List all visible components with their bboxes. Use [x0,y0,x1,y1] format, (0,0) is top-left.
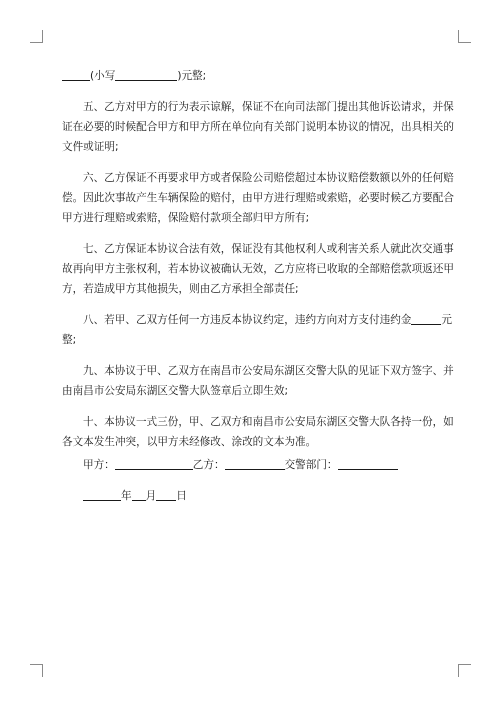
clause-9-line-1: 九、本协议于甲、乙双方在南昌市公安局东湖区交警大队的见证下双方签字、并 [83,365,454,377]
month-blank [132,488,146,501]
police-dept-label: 交警部门： [284,459,338,471]
day-label: 日 [176,490,187,502]
clause-8-unit: 元 [441,314,452,326]
amount-line [62,66,442,86]
party-a-blank [115,457,193,470]
signature-line [62,455,442,475]
clause-5-line-3: 文件或证明; [62,141,119,153]
clause-10-line-2: 各文本发生冲突，以甲方未经修改、涂改的文本为准。 [62,436,317,448]
clause-5-line-1: 五、乙方对甲方的行为表示谅解，保证不在向司法部门提出其他诉讼请求，并保 [83,101,454,113]
clause-8-line-1 [62,310,452,330]
document-body [62,66,454,506]
year-label: 年 [121,490,132,502]
crop-mark-top-left [30,30,43,43]
clause-5-line-2: 证在必要的时候配合甲方和甲方所在单位向有关部门说明本协议的情况，出具相关的 [62,121,454,133]
clause-7-line-1: 七、乙方保证本协议合法有效，保证没有其他权利人或利害关系人就此次交通事 [83,243,454,255]
clause-6-line-3: 甲方进行理赔或索赔，保险赔付款项全部归甲方所有; [62,212,310,224]
month-label: 月 [145,490,157,502]
year-blank [83,488,121,501]
amount-blank [62,68,90,81]
amount-small-label: (小写 [90,70,116,82]
crop-mark-bottom-right [458,664,471,677]
crop-mark-bottom-left [30,664,43,677]
party-a-label: 甲方： [83,459,115,471]
clause-6-line-1: 六、乙方保证不再要求甲方或者保险公司赔偿超过本协议赔偿数额以外的任何赔 [83,172,454,184]
police-dept-blank [338,457,398,470]
clause-8-text: 八、若甲、乙双方任何一方违反本协议约定，违约方向对方支付违约金 [83,314,412,326]
clause-7-line-2: 故再向甲方主张权利，若本协议被确认无效，乙方应将已收取的全部赔偿款项返还甲 [62,263,454,275]
clause-8-line-2: 整; [62,334,77,346]
amount-end-text: )元整; [177,70,207,82]
party-b-blank [225,457,285,470]
clause-10-line-1: 十、本协议一式三份，甲、乙双方和南昌市公安局东湖区交警大队各持一份，如 [83,416,454,428]
amount-small-blank [115,68,177,81]
date-line [62,486,442,506]
clause-6-line-2: 偿。因此次事故产生车辆保险的赔付，由甲方进行理赔或索赔，必要时候乙方要配合 [62,192,454,204]
crop-mark-top-right [458,30,471,43]
penalty-blank [411,312,441,325]
clause-9-line-2: 由南昌市公安局东湖区交警大队签章后立即生效; [62,385,289,397]
clause-7-line-3: 方，若造成甲方其他损失，则由乙方承担全部责任; [62,283,299,295]
day-blank [156,488,176,501]
party-b-label: 乙方： [192,459,225,471]
